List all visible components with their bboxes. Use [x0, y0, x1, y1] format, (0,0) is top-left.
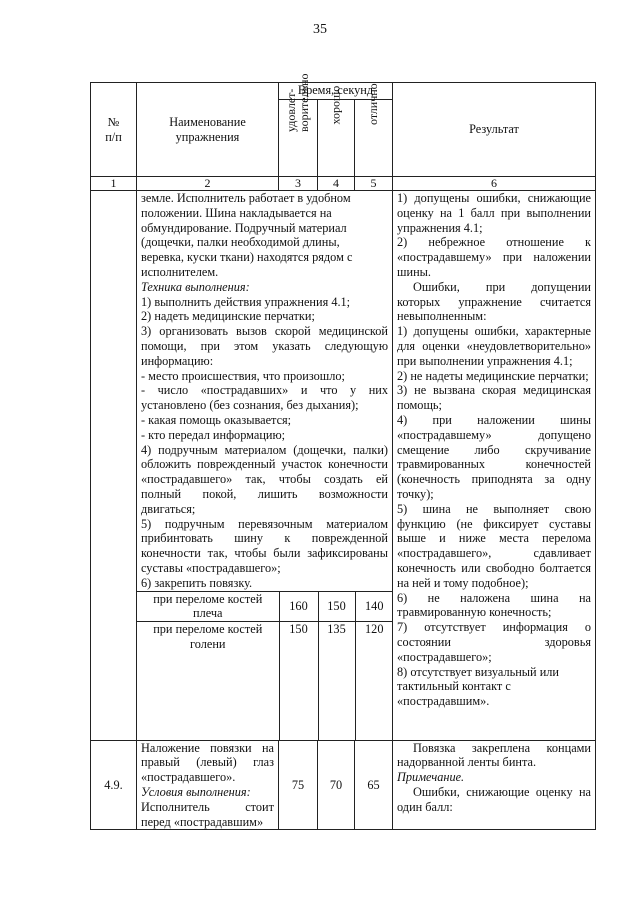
col-num-1: 1 — [91, 177, 137, 191]
row1-description — [137, 191, 393, 741]
result-item: 8) отсутствует визуальный или тактильный контакт с «пострадавшим». — [397, 664, 560, 709]
row1-text-line: (дощечки, палки необходимой длины, — [141, 235, 340, 250]
result-item: Ошибки, при допущении которых упражнение считается невыполненным: — [397, 279, 592, 324]
col-num-3: 3 — [279, 177, 318, 191]
result-item: 5) шина не выполняет свою функцию (не фиксирует суставы выше и ниже места перелома «пострадавшего», сдавливает конечность или свободно болтается на ней и тому подобное); — [397, 501, 592, 590]
header-good: хорошо — [328, 85, 343, 125]
subrow-t4: 150 — [318, 591, 355, 622]
subrow-shin — [137, 622, 393, 740]
conditions-text: Исполнитель стоит перед «пострадавшим» — [141, 799, 274, 829]
col-num-5: 5 — [355, 177, 393, 191]
row2-result-text: Повязка закреплена концами надорванной ленты бинта. — [397, 740, 592, 770]
step-item: - место происшествия, что произошло; — [141, 368, 345, 383]
col-num-6: 6 — [393, 177, 596, 191]
header-row — [91, 83, 596, 100]
header-num: № п/п — [91, 83, 137, 177]
step-item: 6) закрепить повязку. — [141, 575, 253, 590]
note-title: Примечание. — [397, 770, 465, 785]
note-text: Ошибки, снижающие оценку на один балл: — [397, 785, 592, 814]
row2-result — [393, 740, 596, 830]
row1-num — [91, 191, 137, 741]
row1-text-line: земле. Исполнитель работает в удобном — [141, 191, 351, 205]
row1-text-line: веревка, куски ткани) находятся рядом с — [141, 250, 353, 265]
step-item: - кто передал информацию; — [141, 427, 286, 442]
step-item: 4) подручным материалом (дощечки, палки) обложить поврежденный участок конечности «пострадавшего» так, чтобы создать ей полный покой, лишить возможности двигаться; — [141, 442, 389, 516]
subrow-t3: 160 — [279, 591, 318, 622]
page-number: 35 — [313, 22, 327, 37]
conditions-title: Условия выполнения: — [141, 785, 251, 799]
row1-text-line: исполнителем. — [141, 264, 219, 279]
col-num-4: 4 — [318, 177, 355, 191]
technique-title: Техника выполнения: — [141, 279, 250, 294]
header-name: Наименование упражнения — [137, 83, 279, 177]
row1-result — [393, 191, 596, 741]
result-item: 6) не наложена шина на травмированную конечность; — [397, 590, 592, 620]
subrow-t3: 150 — [279, 622, 318, 740]
step-item: - какая помощь оказывается; — [141, 412, 292, 427]
row2-t5: 65 — [355, 740, 393, 830]
header-result: Результат — [393, 83, 596, 177]
subrow-t4: 135 — [318, 622, 355, 740]
header-excellent: отлично — [366, 83, 381, 126]
step-item: 5) подручным перевязочным материалом прибинтовать шину к поврежденной конечности так, чтобы были зафиксированы суставы «пострадавшего»; — [141, 516, 389, 575]
subrow-label: при переломе костей голени — [137, 622, 279, 740]
header-time: Время, секунд — [279, 83, 393, 100]
step-item: 2) надеть медицинские перчатки; — [141, 309, 315, 324]
row2-num: 4.9. — [91, 740, 137, 830]
row2-t3: 75 — [279, 740, 318, 830]
result-item: 3) не вызвана скорая медицинская помощь; — [397, 383, 592, 413]
subrow-label: при переломе костей плеча — [137, 591, 279, 622]
row2-name — [137, 740, 279, 830]
subrow-shoulder — [137, 591, 393, 622]
step-item: 1) выполнить действия упражнения 4.1; — [141, 294, 351, 309]
result-item: 4) при наложении шины «пострадавшему» допущено смещение либо скручивание травмированных конечностей (конечность приподнята за одну точку); — [397, 412, 592, 501]
row2-t4: 70 — [318, 740, 355, 830]
exercise-row-4-8 — [91, 191, 596, 741]
step-item: - число «пострадавших» и что у них установлено (без сознания, без дыхания); — [141, 383, 389, 413]
result-item: 7) отсутствует информация о состоянии здоровья «пострадавшего»; — [397, 620, 592, 664]
column-number-row — [91, 177, 596, 191]
result-item: 2) не надеты медицинские перчатки; — [397, 368, 589, 383]
row2-name-text: Наложение повязки на правый (левый) глаз «пострадавшего». — [141, 740, 274, 785]
step-item: 3) организовать вызов скорой медицинской помощи, при этом указать следующую информацию: — [141, 324, 389, 368]
exercise-row-4-9 — [91, 740, 596, 830]
result-item: 2) небрежное отношение к «пострадавшему» при наложении шины. — [397, 235, 592, 279]
header-satisfactory: удовлет- ворительно — [284, 73, 311, 132]
subrows-table — [137, 591, 393, 740]
subrow-t5: 120 — [355, 622, 393, 740]
result-item: 1) допущены ошибки, характерные для оценки «неудовлетворительно» при выполнении упражнения 4.1; — [397, 324, 592, 368]
subrow-t5: 140 — [355, 591, 393, 622]
row1-text-line: обмундирование. Подручный материал — [141, 220, 347, 235]
result-item: 1) допущены ошибки, снижающие оценку на 1 балл при выполнении упражнения 4.1; — [397, 191, 592, 235]
col-num-2: 2 — [137, 177, 279, 191]
row1-text-line: положении. Шина накладывается на — [141, 205, 332, 220]
exercise-table — [90, 73, 596, 830]
